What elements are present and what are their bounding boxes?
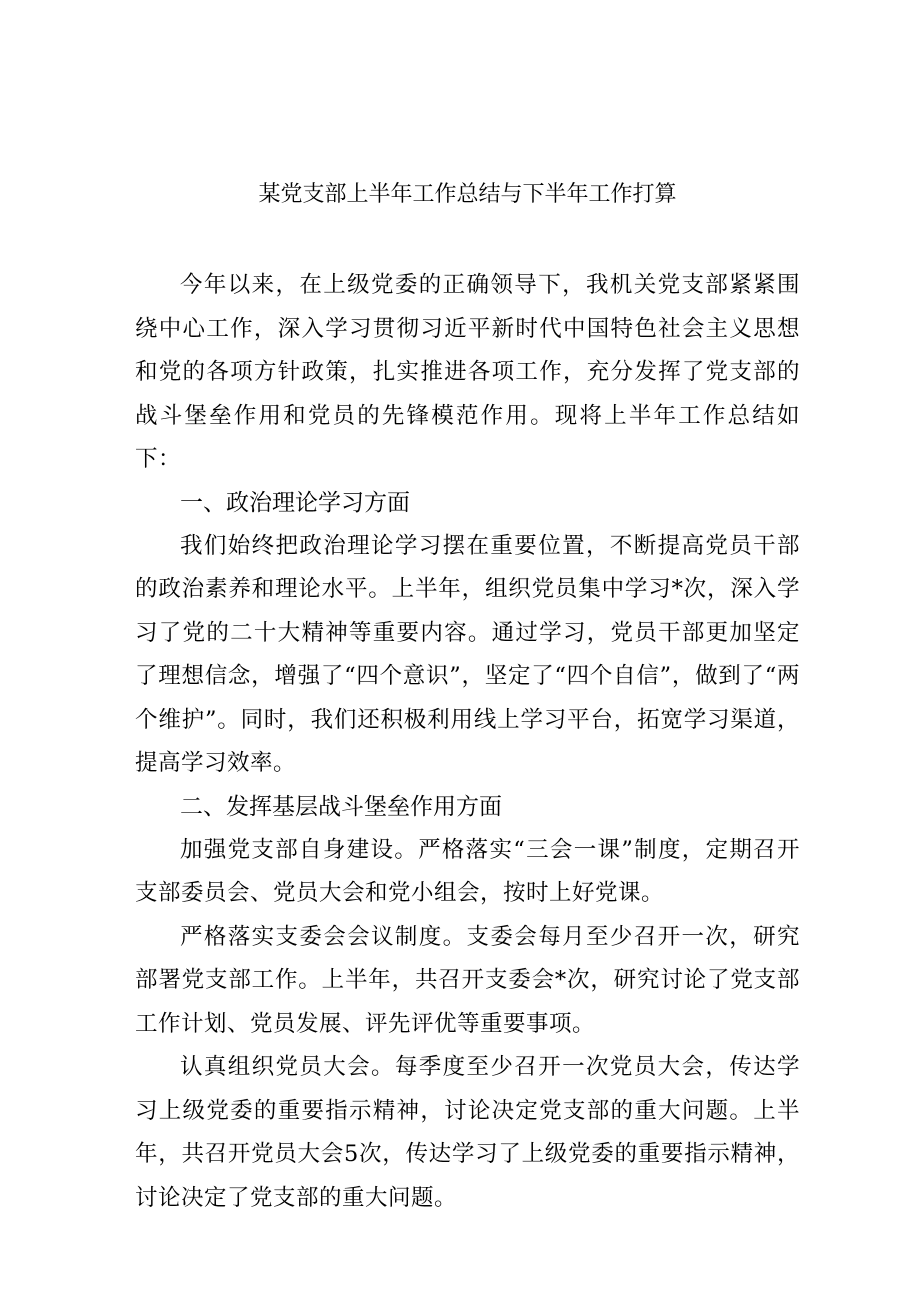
section-2-paragraph-1: 加强党支部自身建设。严格落实“三会一课”制度，定期召开支部委员会、党员大会和党小组会，按时上好党课。	[135, 836, 800, 906]
section-1-paragraph-1: 我们始终把政治理论学习摆在重要位置，不断提高党员干部的政治素养和理论水平。上半年，组织党员集中学习*次，深入学习了党的二十大精神等重要内容。通过学习，党员干部更加坚定了理想信念，增强了“四个意识”，坚定了“四个自信”，做到了“两个维护”。同时，我们还积极利用线上学习平台，拓宽学习渠道，提高学习效率。	[135, 532, 800, 776]
section-1-heading: 一、政治理论学习方面	[180, 489, 410, 516]
section-2-paragraph-2: 严格落实支委会会议制度。支委会每月至少召开一次，研究部署党支部工作。上半年，共召开支委会*次，研究讨论了党支部工作计划、党员发展、评先评优等重要事项。	[135, 923, 800, 1037]
section-2-paragraph-3: 认真组织党员大会。每季度至少召开一次党员大会，传达学习上级党委的重要指示精神，讨论决定党支部的重大问题。上半年，共召开党员大会5次，传达学习了上级党委的重要指示精神，讨论决定了党支部的重大问题。	[135, 1054, 800, 1211]
section-2-heading: 二、发挥基层战斗堡垒作用方面	[180, 793, 502, 820]
document-body	[135, 178, 800, 1220]
document-title: 某党支部上半年工作总结与下半年工作打算	[258, 182, 677, 207]
intro-paragraph: 今年以来，在上级党委的正确领导下，我机关党支部紧紧围绕中心工作，深入学习贯彻习近平新时代中国特色社会主义思想和党的各项方针政策，扎实推进各项工作，充分发挥了党支部的战斗堡垒作用和党员的先锋模范作用。现将上半年工作总结如下：	[135, 272, 800, 472]
